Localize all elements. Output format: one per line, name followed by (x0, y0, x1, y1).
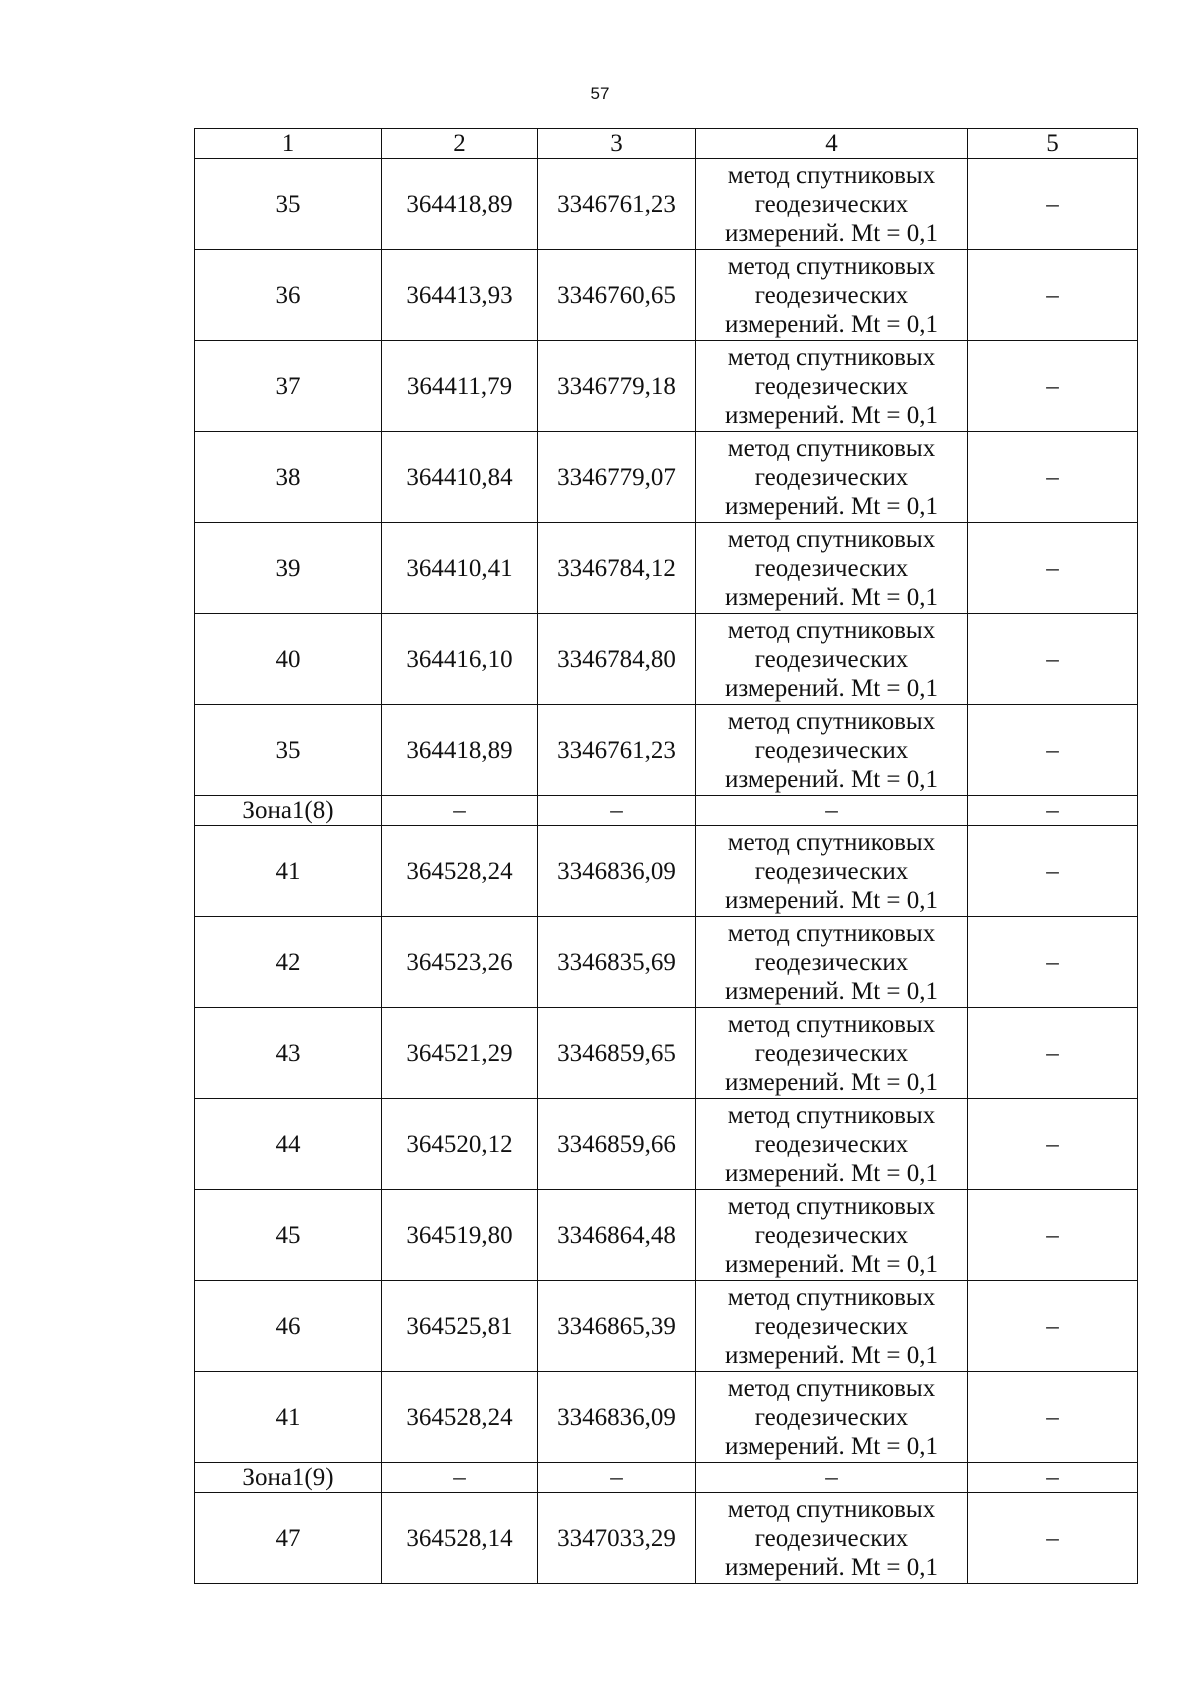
point-number-cell: 41 (195, 1372, 382, 1463)
x-coordinate-cell: – (382, 796, 538, 826)
method-text-line: измерений. Mt = 0,1 (724, 1553, 939, 1581)
header-col-3: 3 (538, 129, 696, 159)
method-cell (696, 1372, 968, 1463)
method-text-line: измерений. Mt = 0,1 (724, 674, 939, 702)
table-row (195, 917, 1138, 1008)
y-coordinate-cell: – (538, 1463, 696, 1493)
point-number-cell: Зона1(9) (195, 1463, 382, 1493)
header-col-1: 1 (195, 129, 382, 159)
note-cell: – (968, 1281, 1138, 1372)
method-text-line: измерений. Mt = 0,1 (724, 310, 939, 338)
point-number-cell: 43 (195, 1008, 382, 1099)
y-coordinate-cell: 3346784,12 (538, 523, 696, 614)
method-cell (696, 250, 968, 341)
method-text-line: метод спутниковых (727, 252, 936, 280)
method-text-line: геодезических (754, 1130, 909, 1158)
y-coordinate-cell: 3346836,09 (538, 826, 696, 917)
table-row (195, 1281, 1138, 1372)
method-text-line: геодезических (754, 190, 909, 218)
x-coordinate-cell: 364528,24 (382, 826, 538, 917)
method-cell (696, 341, 968, 432)
x-coordinate-cell: 364418,89 (382, 705, 538, 796)
method-text-line: геодезических (754, 372, 909, 400)
x-coordinate-cell: 364521,29 (382, 1008, 538, 1099)
point-number-cell: 38 (195, 432, 382, 523)
table-row (195, 614, 1138, 705)
table-row (195, 159, 1138, 250)
note-cell: – (968, 1493, 1138, 1584)
x-coordinate-cell: 364413,93 (382, 250, 538, 341)
x-coordinate-cell: 364519,80 (382, 1190, 538, 1281)
x-coordinate-cell: 364520,12 (382, 1099, 538, 1190)
method-text-line: измерений. Mt = 0,1 (724, 492, 939, 520)
table-row (195, 523, 1138, 614)
method-cell (696, 159, 968, 250)
method-text-line: метод спутниковых (727, 828, 936, 856)
method-text-line: метод спутниковых (727, 434, 936, 462)
table-row (195, 432, 1138, 523)
method-cell (696, 1008, 968, 1099)
note-cell: – (968, 614, 1138, 705)
y-coordinate-cell: 3346761,23 (538, 705, 696, 796)
note-cell: – (968, 432, 1138, 523)
note-cell: – (968, 1190, 1138, 1281)
method-cell (696, 614, 968, 705)
point-number-cell: 47 (195, 1493, 382, 1584)
point-number-cell: 44 (195, 1099, 382, 1190)
note-cell: – (968, 826, 1138, 917)
table-row (195, 1372, 1138, 1463)
table-body (195, 159, 1138, 1584)
point-number-cell: 40 (195, 614, 382, 705)
method-text-line: метод спутниковых (727, 525, 936, 553)
note-cell: – (968, 705, 1138, 796)
method-text-line: геодезических (754, 1403, 909, 1431)
header-col-5: 5 (968, 129, 1138, 159)
y-coordinate-cell: – (538, 796, 696, 826)
method-text-line: геодезических (754, 1039, 909, 1067)
method-text-line: геодезических (754, 1312, 909, 1340)
method-text-line: геодезических (754, 736, 909, 764)
y-coordinate-cell: 3346836,09 (538, 1372, 696, 1463)
method-cell (696, 1099, 968, 1190)
x-coordinate-cell: 364418,89 (382, 159, 538, 250)
method-text-line: геодезических (754, 645, 909, 673)
table-row (195, 826, 1138, 917)
method-cell: – (696, 796, 968, 826)
method-text-line: метод спутниковых (727, 1192, 936, 1220)
table-row (195, 1008, 1138, 1099)
method-text-line: геодезических (754, 463, 909, 491)
zone-row (195, 796, 1138, 826)
method-text-line: метод спутниковых (727, 1495, 936, 1523)
point-number-cell: Зона1(8) (195, 796, 382, 826)
note-cell: – (968, 1463, 1138, 1493)
method-text-line: геодезических (754, 554, 909, 582)
method-text-line: метод спутниковых (727, 161, 936, 189)
method-text-line: измерений. Mt = 0,1 (724, 977, 939, 1005)
y-coordinate-cell: 3347033,29 (538, 1493, 696, 1584)
x-coordinate-cell: 364410,41 (382, 523, 538, 614)
method-text-line: измерений. Mt = 0,1 (724, 583, 939, 611)
method-cell (696, 705, 968, 796)
y-coordinate-cell: 3346760,65 (538, 250, 696, 341)
method-text-line: геодезических (754, 948, 909, 976)
point-number-cell: 35 (195, 705, 382, 796)
table-row (195, 341, 1138, 432)
method-text-line: метод спутниковых (727, 707, 936, 735)
method-cell: – (696, 1463, 968, 1493)
method-cell (696, 1281, 968, 1372)
method-cell (696, 1190, 968, 1281)
x-coordinate-cell: 364411,79 (382, 341, 538, 432)
table-row (195, 250, 1138, 341)
x-coordinate-cell: 364525,81 (382, 1281, 538, 1372)
y-coordinate-cell: 3346859,65 (538, 1008, 696, 1099)
page-number: 57 (590, 84, 610, 103)
point-number-cell: 45 (195, 1190, 382, 1281)
method-text-line: измерений. Mt = 0,1 (724, 401, 939, 429)
method-text-line: измерений. Mt = 0,1 (724, 1068, 939, 1096)
note-cell: – (968, 341, 1138, 432)
method-text-line: метод спутниковых (727, 1010, 936, 1038)
header-col-4: 4 (696, 129, 968, 159)
point-number-cell: 46 (195, 1281, 382, 1372)
note-cell: – (968, 159, 1138, 250)
method-text-line: измерений. Mt = 0,1 (724, 219, 939, 247)
method-text-line: метод спутниковых (727, 1101, 936, 1129)
y-coordinate-cell: 3346761,23 (538, 159, 696, 250)
coordinates-table (194, 128, 1138, 1584)
method-text-line: геодезических (754, 857, 909, 885)
method-text-line: метод спутниковых (727, 1283, 936, 1311)
method-cell (696, 432, 968, 523)
point-number-cell: 42 (195, 917, 382, 1008)
method-text-line: геодезических (754, 281, 909, 309)
method-text-line: метод спутниковых (727, 919, 936, 947)
method-text-line: метод спутниковых (727, 343, 936, 371)
note-cell: – (968, 1099, 1138, 1190)
point-number-cell: 37 (195, 341, 382, 432)
method-cell (696, 1493, 968, 1584)
y-coordinate-cell: 3346859,66 (538, 1099, 696, 1190)
y-coordinate-cell: 3346835,69 (538, 917, 696, 1008)
method-cell (696, 826, 968, 917)
x-coordinate-cell: 364523,26 (382, 917, 538, 1008)
method-text-line: метод спутниковых (727, 1374, 936, 1402)
method-text-line: измерений. Mt = 0,1 (724, 1341, 939, 1369)
point-number-cell: 35 (195, 159, 382, 250)
method-cell (696, 917, 968, 1008)
x-coordinate-cell: 364528,14 (382, 1493, 538, 1584)
method-text-line: геодезических (754, 1524, 909, 1552)
method-text-line: измерений. Mt = 0,1 (724, 1250, 939, 1278)
y-coordinate-cell: 3346784,80 (538, 614, 696, 705)
table-row (195, 1493, 1138, 1584)
note-cell: – (968, 1372, 1138, 1463)
note-cell: – (968, 917, 1138, 1008)
method-text-line: геодезических (754, 1221, 909, 1249)
y-coordinate-cell: 3346779,18 (538, 341, 696, 432)
method-cell (696, 523, 968, 614)
point-number-cell: 39 (195, 523, 382, 614)
y-coordinate-cell: 3346865,39 (538, 1281, 696, 1372)
method-text-line: измерений. Mt = 0,1 (724, 765, 939, 793)
x-coordinate-cell: 364410,84 (382, 432, 538, 523)
table-row (195, 1190, 1138, 1281)
header-col-2: 2 (382, 129, 538, 159)
x-coordinate-cell: 364528,24 (382, 1372, 538, 1463)
method-text-line: измерений. Mt = 0,1 (724, 886, 939, 914)
header-row (195, 129, 1138, 159)
x-coordinate-cell: 364416,10 (382, 614, 538, 705)
note-cell: – (968, 250, 1138, 341)
table-row (195, 1099, 1138, 1190)
point-number-cell: 41 (195, 826, 382, 917)
method-text-line: измерений. Mt = 0,1 (724, 1159, 939, 1187)
x-coordinate-cell: – (382, 1463, 538, 1493)
y-coordinate-cell: 3346779,07 (538, 432, 696, 523)
point-number-cell: 36 (195, 250, 382, 341)
method-text-line: метод спутниковых (727, 616, 936, 644)
table-header (195, 129, 1138, 159)
note-cell: – (968, 796, 1138, 826)
note-cell: – (968, 523, 1138, 614)
y-coordinate-cell: 3346864,48 (538, 1190, 696, 1281)
zone-row (195, 1463, 1138, 1493)
note-cell: – (968, 1008, 1138, 1099)
table-row (195, 705, 1138, 796)
method-text-line: измерений. Mt = 0,1 (724, 1432, 939, 1460)
